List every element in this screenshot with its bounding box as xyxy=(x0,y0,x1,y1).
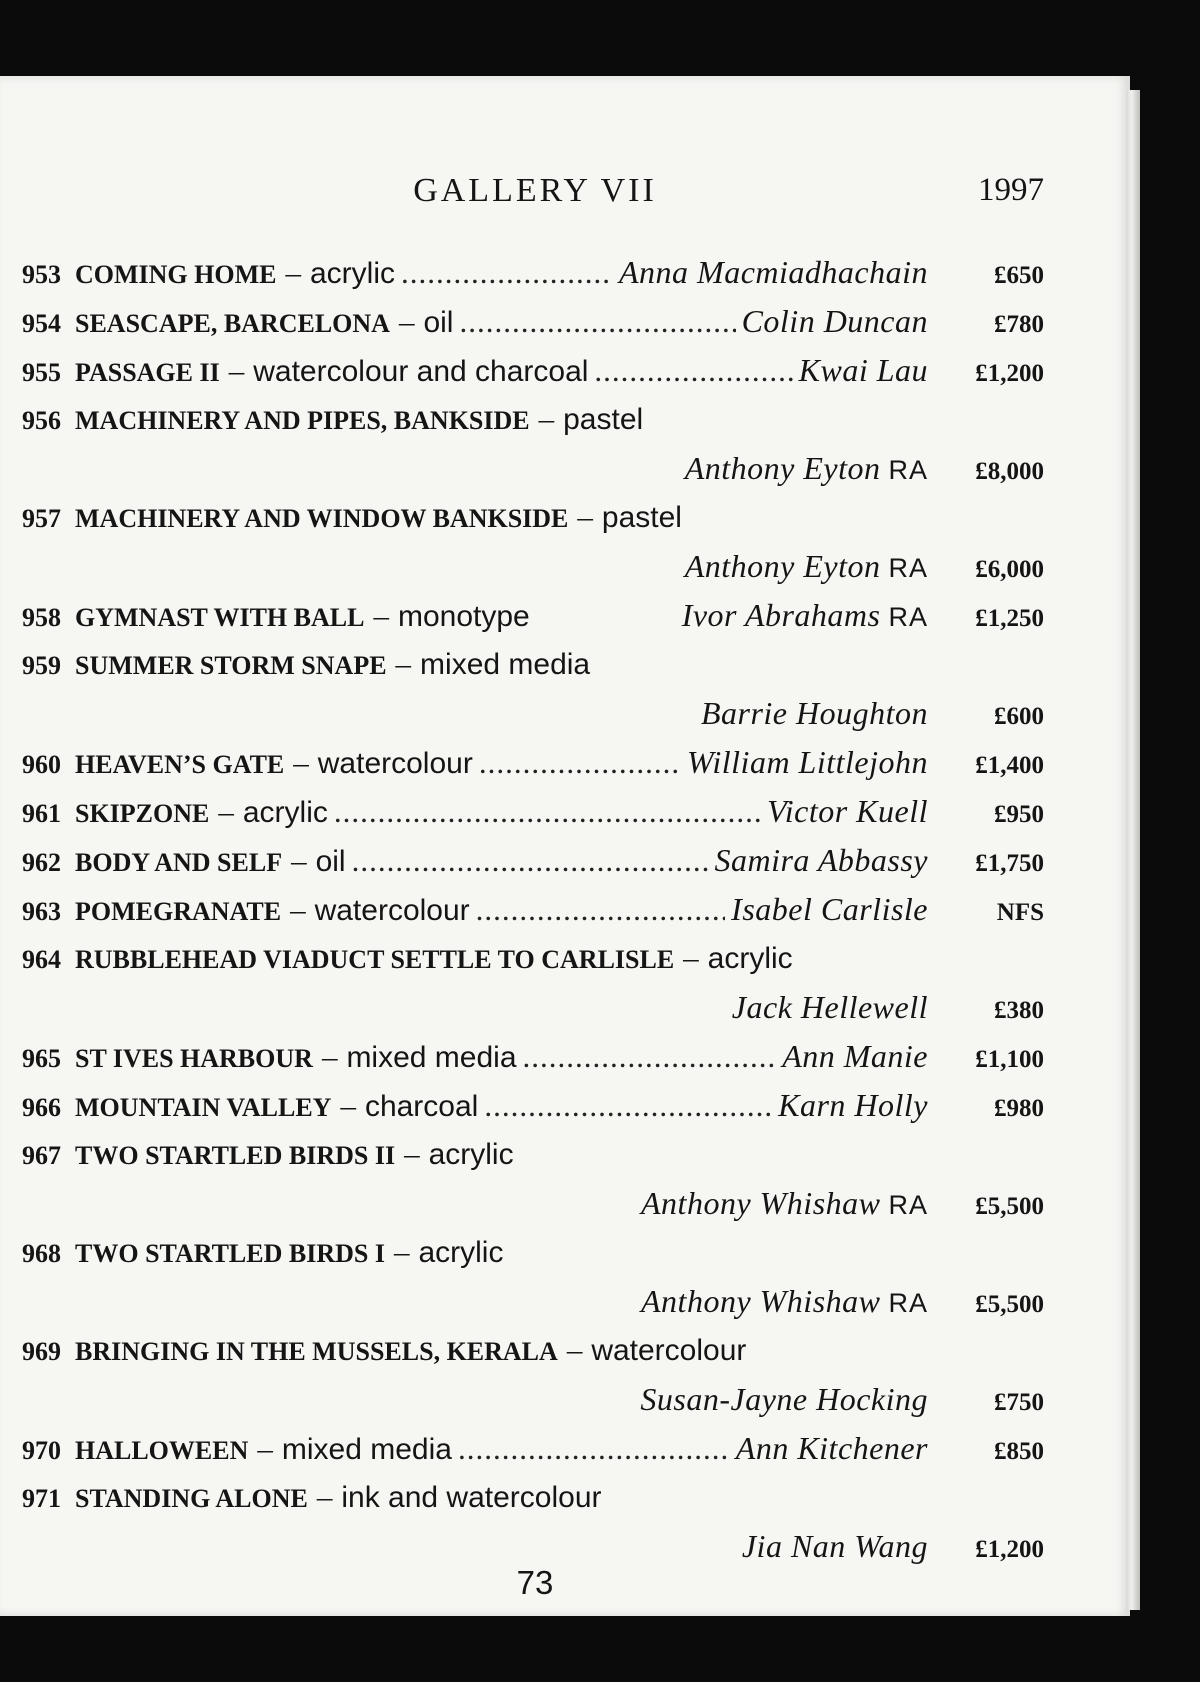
entry-line-artist xyxy=(22,548,1044,597)
catalogue-list xyxy=(22,254,1044,1577)
entry-line-artist xyxy=(22,450,1044,499)
catalogue-entry xyxy=(22,1136,1044,1234)
artist-name: Ann Manie xyxy=(782,1038,928,1074)
catalogue-entry xyxy=(22,254,1044,303)
catalogue-entry xyxy=(22,1430,1044,1479)
dot-leader xyxy=(594,353,792,389)
entry-line-artist xyxy=(22,1283,1044,1332)
artwork-title: SKIPZONE xyxy=(75,799,210,828)
catalogue-page xyxy=(0,76,1130,1616)
catalogue-number: 967 xyxy=(22,1141,61,1170)
artwork-title: HEAVEN’S GATE xyxy=(75,750,285,779)
artwork-title: SUMMER STORM SNAPE xyxy=(75,651,387,680)
entry-line xyxy=(22,254,1044,303)
entry-line-artist xyxy=(22,695,1044,744)
artist-name: Jia Nan Wang xyxy=(741,1528,928,1564)
entry-line xyxy=(22,646,1044,695)
catalogue-entry xyxy=(22,842,1044,891)
artwork-title: BRINGING IN THE MUSSELS, KERALA xyxy=(75,1337,558,1366)
artwork-medium: pastel xyxy=(601,501,682,534)
price: £950 xyxy=(994,801,1044,828)
dot-leader xyxy=(479,745,681,781)
catalogue-entry xyxy=(22,303,1044,352)
dash-separator: – xyxy=(290,892,306,927)
catalogue-entry xyxy=(22,597,1044,646)
catalogue-entry xyxy=(22,401,1044,499)
dot-leader xyxy=(523,1039,777,1075)
artwork-medium: watercolour xyxy=(591,1334,747,1367)
artwork-medium: charcoal xyxy=(364,1090,479,1123)
catalogue-number: 960 xyxy=(22,750,61,779)
price: £8,000 xyxy=(975,458,1044,485)
artist-name: Kwai Lau xyxy=(798,352,928,388)
catalogue-entry xyxy=(22,940,1044,1038)
catalogue-entry xyxy=(22,1234,1044,1332)
dash-separator: – xyxy=(340,1088,356,1123)
artist-name: William Littlejohn xyxy=(686,744,928,780)
catalogue-entry xyxy=(22,1332,1044,1430)
price: £5,500 xyxy=(975,1291,1044,1318)
catalogue-entry xyxy=(22,646,1044,744)
catalogue-number: 955 xyxy=(22,358,61,387)
artwork-title: MOUNTAIN VALLEY xyxy=(75,1093,332,1122)
artist-name: Anna Macmiadhachain xyxy=(619,254,928,290)
entry-line-artist xyxy=(22,989,1044,1038)
price: NFS xyxy=(996,899,1044,926)
artist-name: Barrie Houghton xyxy=(700,695,928,731)
page-header xyxy=(0,172,1130,222)
catalogue-number: 971 xyxy=(22,1484,61,1513)
artwork-medium: mixed media xyxy=(281,1433,452,1466)
dash-separator: – xyxy=(395,646,412,681)
artwork-medium: oil xyxy=(315,845,346,878)
ra-designation: RA xyxy=(888,1288,928,1318)
price: £980 xyxy=(994,1095,1044,1122)
catalogue-number: 954 xyxy=(22,309,61,338)
artist-name: Ann Kitchener xyxy=(735,1430,928,1466)
price: £1,750 xyxy=(975,850,1044,877)
price: £600 xyxy=(994,703,1044,730)
artwork-title: GYMNAST WITH BALL xyxy=(75,603,365,632)
catalogue-number: 962 xyxy=(22,848,61,877)
entry-line xyxy=(22,1136,1044,1185)
artwork-title: POMEGRANATE xyxy=(75,897,282,926)
catalogue-number: 968 xyxy=(22,1239,61,1268)
catalogue-number: 964 xyxy=(22,945,61,974)
dash-separator: – xyxy=(393,1234,410,1269)
artist-name: Anthony Whishaw xyxy=(641,1283,881,1319)
dot-leader xyxy=(401,255,613,291)
artwork-medium: watercolour xyxy=(314,894,470,927)
artist-name: Colin Duncan xyxy=(741,303,928,339)
artwork-title: COMING HOME xyxy=(75,260,277,289)
gallery-title: GALLERY VII xyxy=(413,172,657,209)
dash-separator: – xyxy=(683,940,699,975)
dash-separator: – xyxy=(321,1039,338,1074)
catalogue-number: 965 xyxy=(22,1044,61,1073)
catalogue-number: 961 xyxy=(22,799,61,828)
artwork-medium: ink and watercolour xyxy=(341,1481,602,1514)
artwork-medium: monotype xyxy=(397,600,530,633)
dash-separator: – xyxy=(291,843,307,878)
price: £6,000 xyxy=(975,556,1044,583)
artwork-medium: watercolour and charcoal xyxy=(253,355,589,388)
dot-leader xyxy=(352,843,709,879)
artwork-medium: acrylic xyxy=(242,796,328,829)
dot-leader xyxy=(334,794,761,830)
catalogue-number: 959 xyxy=(22,651,61,680)
artwork-medium: oil xyxy=(423,306,454,339)
page-edge xyxy=(1126,90,1140,1610)
artist-name: Anthony Whishaw xyxy=(641,1185,881,1221)
dot-leader xyxy=(459,304,735,340)
dash-separator: – xyxy=(218,794,234,829)
artwork-medium: mixed media xyxy=(420,648,591,681)
catalogue-entry xyxy=(22,1087,1044,1136)
entry-line xyxy=(22,744,1044,793)
artwork-title: SEASCAPE, BARCELONA xyxy=(75,309,390,338)
dash-separator: – xyxy=(404,1136,420,1171)
dash-separator: – xyxy=(398,304,415,339)
artwork-medium: watercolour xyxy=(317,747,473,780)
catalogue-entry xyxy=(22,352,1044,401)
artwork-medium: acrylic xyxy=(428,1138,514,1171)
entry-line xyxy=(22,940,1044,989)
catalogue-number: 957 xyxy=(22,504,61,533)
dash-separator: – xyxy=(228,353,245,388)
catalogue-number: 970 xyxy=(22,1436,61,1465)
entry-line xyxy=(22,1087,1044,1136)
dash-separator: – xyxy=(285,255,301,290)
artwork-title: MACHINERY AND PIPES, BANKSIDE xyxy=(75,406,530,435)
entry-line-artist xyxy=(22,1381,1044,1430)
catalogue-number: 956 xyxy=(22,406,61,435)
dash-separator: – xyxy=(293,745,309,780)
catalogue-number: 958 xyxy=(22,603,61,632)
price: £1,200 xyxy=(975,1536,1044,1563)
entry-line xyxy=(22,1332,1044,1381)
artwork-title: PASSAGE II xyxy=(75,358,220,387)
entry-line xyxy=(22,1038,1044,1087)
artwork-title: TWO STARTLED BIRDS I xyxy=(75,1239,385,1268)
artist-name: Anthony Eyton xyxy=(684,548,881,584)
entry-line xyxy=(22,499,1044,548)
catalogue-entry xyxy=(22,499,1044,597)
price: £5,500 xyxy=(975,1193,1044,1220)
catalogue-entry xyxy=(22,1479,1044,1577)
price: £750 xyxy=(994,1389,1044,1416)
artist-name: Ivor Abrahams xyxy=(681,597,881,633)
price: £1,200 xyxy=(975,360,1044,387)
ra-designation: RA xyxy=(888,455,928,485)
dot-leader xyxy=(484,1088,772,1124)
entry-line xyxy=(22,352,1044,401)
artist-name: Karn Holly xyxy=(778,1087,928,1123)
ra-designation: RA xyxy=(888,1190,928,1220)
entry-line xyxy=(22,793,1044,842)
dash-separator: – xyxy=(577,499,593,534)
ra-designation: RA xyxy=(888,553,928,583)
price: £1,100 xyxy=(975,1046,1044,1073)
entry-line xyxy=(22,303,1044,352)
artwork-medium: acrylic xyxy=(310,257,396,290)
artwork-title: HALLOWEEN xyxy=(75,1436,249,1465)
artwork-medium: acrylic xyxy=(418,1236,504,1269)
catalogue-entry xyxy=(22,793,1044,842)
dash-separator: – xyxy=(316,1479,333,1514)
catalogue-number: 953 xyxy=(22,260,61,289)
dot-leader xyxy=(458,1431,730,1467)
entry-line xyxy=(22,401,1044,450)
artwork-title: RUBBLEHEAD VIADUCT SETTLE TO CARLISLE xyxy=(75,945,675,974)
dash-separator: – xyxy=(373,598,389,633)
artist-name: Isabel Carlisle xyxy=(731,891,928,927)
dot-leader xyxy=(476,892,726,928)
artwork-title: TWO STARTLED BIRDS II xyxy=(75,1141,396,1170)
artwork-medium: mixed media xyxy=(346,1041,517,1074)
entry-line xyxy=(22,1234,1044,1283)
entry-line xyxy=(22,842,1044,891)
price: £650 xyxy=(994,262,1044,289)
price: £1,400 xyxy=(975,752,1044,779)
entry-line xyxy=(22,597,1044,646)
price: £780 xyxy=(994,311,1044,338)
artwork-title: BODY AND SELF xyxy=(75,848,283,877)
catalogue-number: 966 xyxy=(22,1093,61,1122)
entry-line xyxy=(22,1430,1044,1479)
artwork-medium: pastel xyxy=(563,403,644,436)
price: £380 xyxy=(994,997,1044,1024)
page-number: 73 xyxy=(516,1564,554,1601)
artist-name: Victor Kuell xyxy=(767,793,928,829)
artwork-title: ST IVES HARBOUR xyxy=(75,1044,313,1073)
year: 1997 xyxy=(978,172,1044,208)
artwork-title: STANDING ALONE xyxy=(75,1484,308,1513)
dash-separator: – xyxy=(257,1431,273,1466)
artist-name: Jack Hellewell xyxy=(731,989,928,1025)
artist-name: Samira Abbassy xyxy=(714,842,928,878)
catalogue-number: 969 xyxy=(22,1337,61,1366)
price: £850 xyxy=(994,1438,1044,1465)
dash-separator: – xyxy=(566,1332,583,1367)
ra-designation: RA xyxy=(888,602,928,632)
catalogue-entry xyxy=(22,1038,1044,1087)
entry-line-artist xyxy=(22,1185,1044,1234)
price: £1,250 xyxy=(975,605,1044,632)
artist-name: Anthony Eyton xyxy=(684,450,881,486)
artwork-medium: acrylic xyxy=(707,942,793,975)
entry-line xyxy=(22,1479,1044,1528)
catalogue-entry xyxy=(22,744,1044,793)
artwork-title: MACHINERY AND WINDOW BANKSIDE xyxy=(75,504,569,533)
dash-separator: – xyxy=(538,401,555,436)
artist-name: Susan-Jayne Hocking xyxy=(640,1381,928,1417)
entry-line xyxy=(22,891,1044,940)
catalogue-number: 963 xyxy=(22,897,61,926)
catalogue-entry xyxy=(22,891,1044,940)
